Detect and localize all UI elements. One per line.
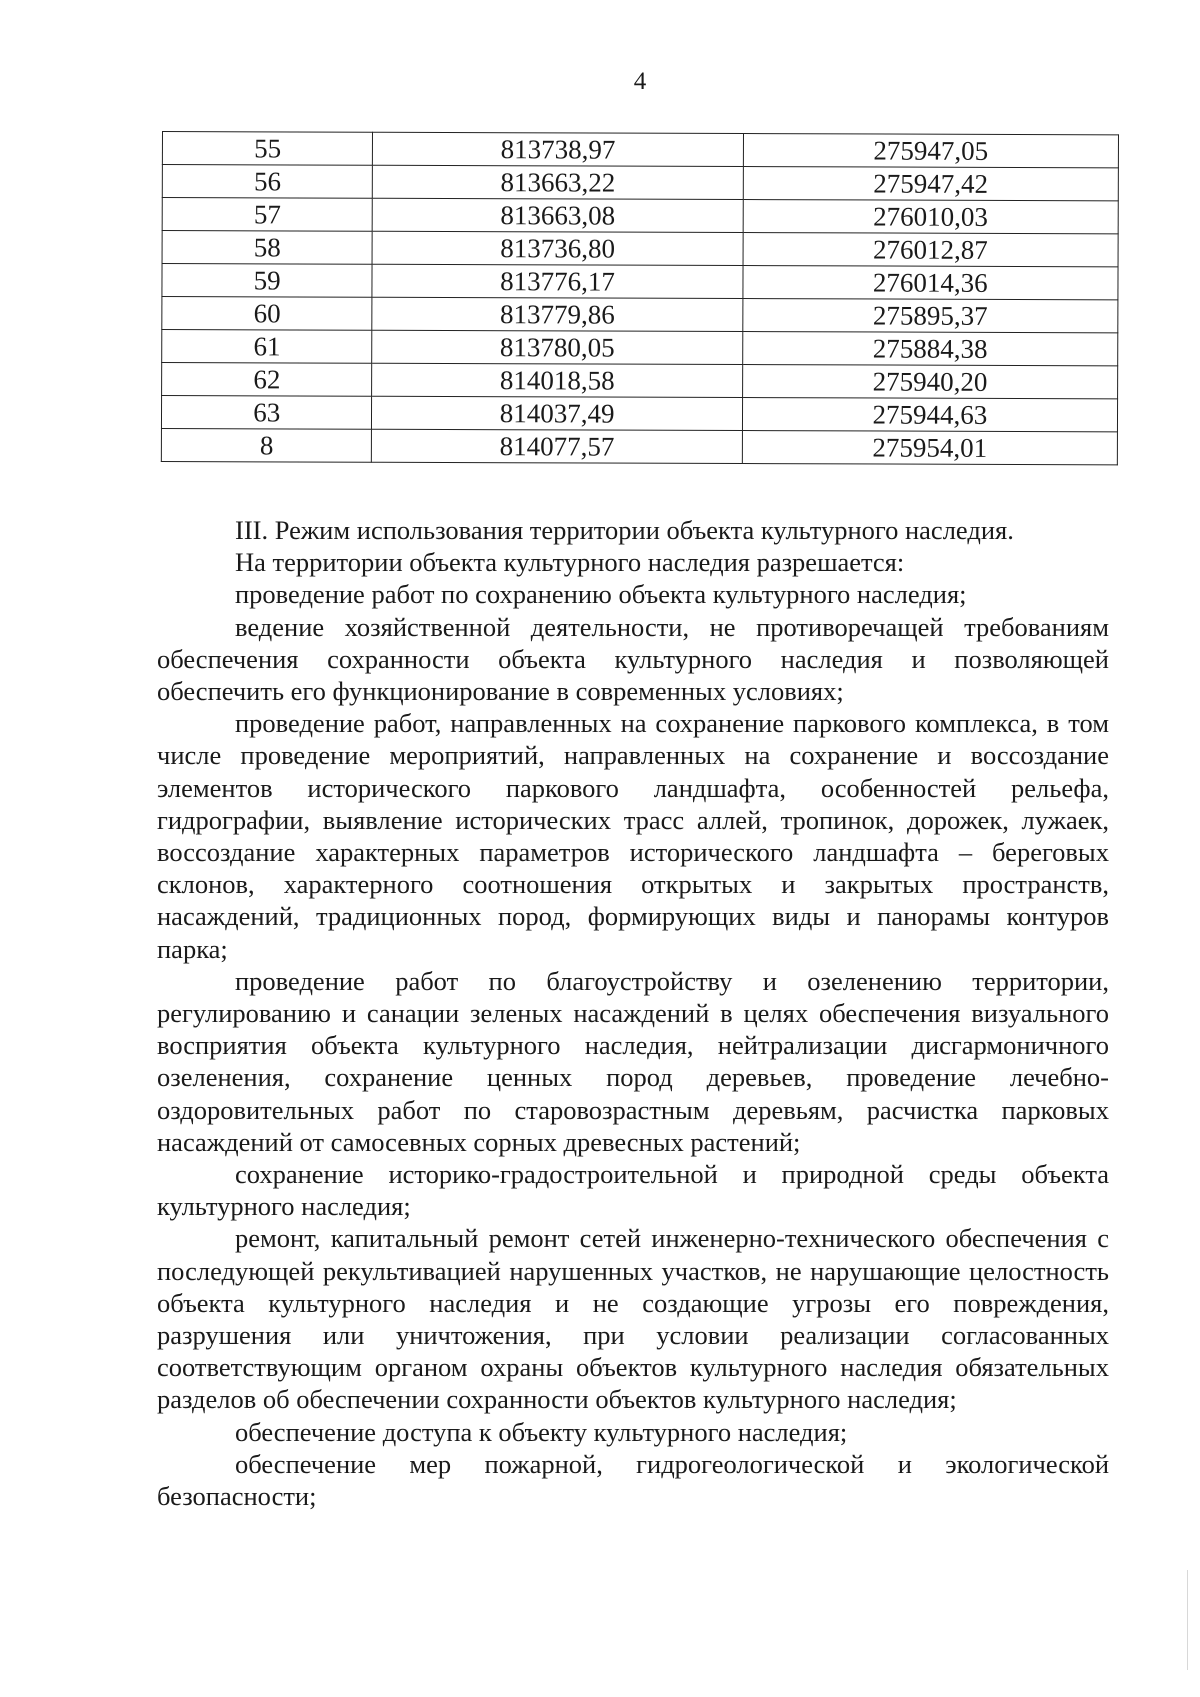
x-coordinate-cell: 814037,49 xyxy=(372,396,742,430)
point-number-cell: 62 xyxy=(162,363,373,397)
list-item: проведение работ по благоустройству и озеленению территории, регулированию и санации зеленых насаждений в целях обеспечения визуального восприятия объекта культурного наследия, нейтрализации дисгармоничного озеленения, сохранение ценных пород деревьев, проведение лечебно-оздоровительных работ по старовозрастным деревьям, расчистка парковых насаждений от самосевных сорных древесных растений; xyxy=(157,965,1109,1157)
x-coordinate-cell: 813736,80 xyxy=(373,231,743,265)
table-row xyxy=(162,264,1118,300)
y-coordinate-cell: 275895,37 xyxy=(743,299,1118,333)
x-coordinate-cell: 814077,57 xyxy=(372,429,742,463)
y-coordinate-cell: 276014,36 xyxy=(743,266,1118,300)
table-row xyxy=(162,330,1118,366)
point-number-cell: 59 xyxy=(162,264,373,298)
scan-edge-mark xyxy=(1187,1570,1188,1670)
list-item: проведение работ по сохранению объекта культурного наследия; xyxy=(235,579,967,610)
list-item: ремонт, капитальный ремонт сетей инженерно-технического обеспечения с последующей рекультивацией нарушенных участков, не нарушающие целостность объекта культурного наследия и не создающие угрозы его повреждения, разрушения или уничтожения, при условии реализации согласованных соответствующим органом охраны объектов культурного наследия обязательных разделов об обеспечении сохранности объектов культурного наследия; xyxy=(157,1223,1109,1415)
y-coordinate-cell: 275940,20 xyxy=(742,365,1117,399)
y-coordinate-cell: 275884,38 xyxy=(742,332,1117,366)
x-coordinate-cell: 813779,86 xyxy=(372,297,742,331)
point-number-cell: 63 xyxy=(161,396,372,430)
x-coordinate-cell: 814018,58 xyxy=(372,363,742,397)
x-coordinate-cell: 813776,17 xyxy=(372,264,742,298)
list-item: проведение работ, направленных на сохранение паркового комплекса, в том числе проведение мероприятий, направленных на сохранение и воссоздание элементов исторического паркового ландшафта, особенностей рельефа, гидрографии, выявление исторических трасс аллей, тропинок, дорожек, лужаек, воссоздание характерных параметров исторического ландшафта – береговых склонов, характерного соотношения открытых и закрытых пространств, насаждений, традиционных пород, формирующих виды и панорамы контуров парка; xyxy=(157,708,1109,964)
list-item: обеспечение мер пожарной, гидрогеологической и экологической безопасности; xyxy=(157,1448,1109,1512)
point-number-cell: 56 xyxy=(162,165,373,199)
list-item: ведение хозяйственной деятельности, не противоречащей требованиям обеспечения сохранности объекта культурного наследия и позволяющей обеспечить его функционирование в современных условиях; xyxy=(157,611,1109,707)
table-row xyxy=(162,132,1118,168)
section-intro: На территории объекта культурного наследия разрешается: xyxy=(235,547,905,578)
point-number-cell: 61 xyxy=(162,330,373,364)
x-coordinate-cell: 813780,05 xyxy=(372,330,742,364)
y-coordinate-cell: 275947,42 xyxy=(743,167,1118,201)
table-row xyxy=(162,363,1118,399)
coordinates-table xyxy=(161,131,1119,465)
body-text xyxy=(157,514,1109,1512)
x-coordinate-cell: 813663,08 xyxy=(373,198,743,232)
point-number-cell: 57 xyxy=(162,198,373,232)
page-number: 4 xyxy=(633,68,647,95)
y-coordinate-cell: 275944,63 xyxy=(742,398,1117,432)
point-number-cell: 8 xyxy=(161,428,372,462)
section-heading: III. Режим использования территории объекта культурного наследия. xyxy=(235,515,1014,545)
table-row xyxy=(162,165,1118,201)
table-row xyxy=(161,428,1117,464)
point-number-cell: 60 xyxy=(162,297,373,331)
x-coordinate-cell: 813663,22 xyxy=(373,165,743,199)
y-coordinate-cell: 275947,05 xyxy=(743,134,1118,168)
x-coordinate-cell: 813738,97 xyxy=(373,132,743,166)
y-coordinate-cell: 276012,87 xyxy=(743,233,1118,267)
point-number-cell: 58 xyxy=(162,231,373,265)
point-number-cell: 55 xyxy=(162,132,373,166)
table-row xyxy=(161,396,1117,432)
list-item: сохранение историко-градостроительной и природной среды объекта культурного наследия; xyxy=(157,1159,1109,1222)
table-row xyxy=(162,198,1118,234)
table-row xyxy=(162,231,1118,267)
y-coordinate-cell: 275954,01 xyxy=(742,431,1117,465)
list-item: обеспечение доступа к объекту культурного наследия; xyxy=(235,1416,848,1447)
table-row xyxy=(162,297,1118,333)
y-coordinate-cell: 276010,03 xyxy=(743,200,1118,234)
